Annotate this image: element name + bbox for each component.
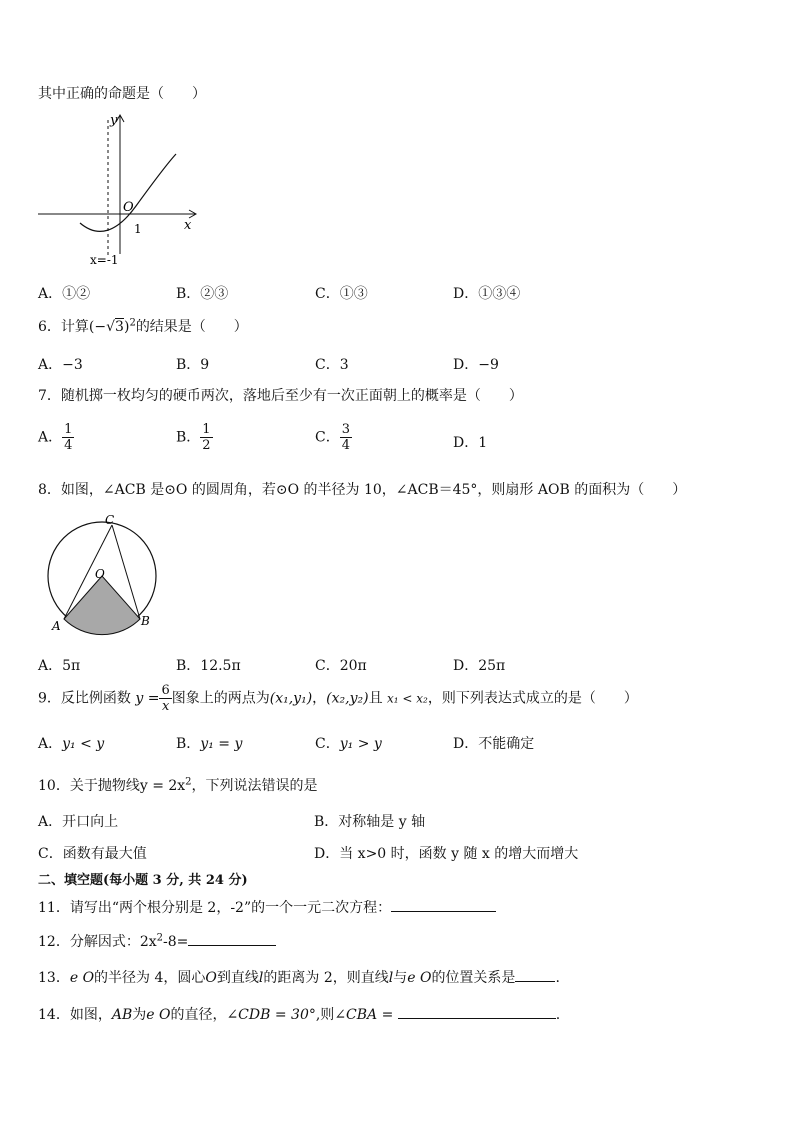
q14-stem [38, 1004, 560, 1024]
q9-condition: x₁ < x₂ [387, 691, 428, 706]
q9-comma: ， [312, 690, 327, 707]
angle-expression: ∠CBA = [334, 1007, 394, 1023]
q6-expr-open: (− [88, 319, 107, 335]
line-label: l [258, 970, 264, 986]
fraction [200, 422, 212, 453]
q7-option-a[interactable] [38, 422, 74, 453]
q5-option-a[interactable] [38, 283, 90, 303]
q13-text: 的半径为 4，圆心 [94, 970, 206, 986]
q6-option-a[interactable] [38, 354, 83, 374]
q5-parabola-graph [30, 108, 210, 268]
q11-text: 11．请写出“两个根分别是 2，-2”的一个一元二次方程： [38, 900, 392, 916]
option-text: ①③ [339, 286, 368, 302]
q5-graph-y-label: y [110, 113, 118, 128]
q10-option-d[interactable] [314, 843, 578, 863]
q5-option-b[interactable] [176, 283, 228, 303]
option-text: y₁ < y [62, 736, 105, 752]
option-letter: B． [176, 736, 201, 752]
q6-option-b[interactable] [176, 354, 209, 374]
option-text: 12.5π [200, 658, 241, 674]
q13-text: 的距离为 2，则直线 [263, 970, 389, 986]
option-letter: C． [315, 286, 340, 302]
option-letter: D． [453, 736, 479, 752]
q11-stem [38, 897, 496, 917]
q5-graph-axis-line-label: x=-1 [90, 253, 119, 267]
q7-option-b[interactable] [176, 422, 213, 453]
q14-text: ,则 [315, 1007, 335, 1023]
option-text: 开口向上 [62, 814, 119, 830]
q9-condition-pre: 且 [368, 690, 383, 707]
option-text: y₁ = y [200, 736, 243, 752]
option-letter: B． [176, 357, 201, 373]
segment-label: AB [111, 1007, 133, 1023]
option-letter: A． [38, 814, 63, 830]
option-text: 1 [478, 435, 488, 451]
q12-text-post: -8= [163, 934, 189, 950]
q12-exponent: 2 [156, 932, 163, 944]
q9-suffix: ，则下列表达式成立的是（ ） [427, 690, 638, 707]
q9-option-d[interactable] [453, 733, 534, 753]
q6-option-d[interactable] [453, 354, 499, 374]
fraction [62, 422, 74, 453]
q8-stem: 8．如图，∠ACB 是⊙O 的圆周角，若⊙O 的半径为 10，∠ACB＝45°，则扇形 AOB 的面积为（ ） [38, 482, 687, 498]
q8-circle-figure [44, 510, 164, 638]
q9-point2: (x₂,y₂) [326, 690, 369, 707]
q6-prefix: 6．计算 [38, 319, 89, 335]
q9-func-lhs: y = [135, 690, 160, 707]
q6-option-c[interactable] [315, 354, 349, 374]
option-letter: B． [176, 429, 201, 446]
answer-blank[interactable] [188, 933, 276, 946]
q8-label-b: B [141, 614, 150, 628]
q8-sector-aob [64, 576, 140, 635]
q10-option-a[interactable] [38, 811, 118, 831]
fraction-denominator: 4 [341, 438, 350, 453]
option-letter: B． [314, 814, 339, 830]
answer-blank[interactable] [515, 969, 555, 982]
q7-option-c[interactable] [315, 422, 352, 453]
q8-label-a: A [52, 619, 61, 633]
q14-text: 的直径， [170, 1007, 227, 1023]
sqrt-icon: √ [106, 319, 116, 335]
q13-text: 的位置关系是 [431, 970, 516, 986]
q8-option-c[interactable] [315, 655, 367, 675]
q6-expr-close: ) [123, 319, 130, 335]
point-label: O [205, 970, 217, 986]
option-text: y₁ > y [339, 736, 382, 752]
line-label: l [388, 970, 394, 986]
q5-option-d[interactable] [453, 283, 520, 303]
circle-symbol: e O [146, 1007, 171, 1023]
option-letter: A． [38, 357, 63, 373]
q9-middle: 图象上的两点为 [171, 690, 270, 707]
option-text: ②③ [200, 286, 229, 302]
option-letter: D． [314, 846, 340, 862]
q7-option-d[interactable] [453, 432, 487, 452]
option-text: 当 x>0 时，函数 y 随 x 的增大而增大 [339, 846, 579, 862]
fraction-denominator: x [161, 699, 170, 714]
option-text: ①③④ [478, 286, 521, 302]
option-text: 20π [339, 658, 367, 674]
circle-symbol: e O [407, 970, 432, 986]
option-letter: A． [38, 429, 63, 446]
q9-option-c[interactable] [315, 733, 382, 753]
answer-blank[interactable] [398, 1006, 556, 1019]
circle-symbol: e O [69, 970, 95, 986]
option-letter: B． [176, 658, 201, 674]
angle-expression: ∠CDB = 30° [226, 1007, 316, 1023]
option-letter: D． [453, 286, 479, 302]
option-text: −9 [478, 357, 499, 373]
option-letter: C． [315, 357, 340, 373]
q10-stem [38, 775, 318, 795]
section-heading: 二、填空题(每小题 3 分, 共 24 分) [38, 873, 248, 888]
fraction-numerator: 1 [202, 422, 211, 437]
q10-suffix: ，下列说法错误的是 [191, 778, 318, 794]
q5-option-c[interactable] [315, 283, 368, 303]
q13-text: 与 [393, 970, 408, 986]
fraction [340, 422, 352, 453]
q5-graph-one-label: 1 [134, 222, 142, 236]
option-letter: C． [315, 429, 340, 446]
option-letter: D． [453, 658, 479, 674]
q8-label-o: O [95, 567, 105, 581]
q5-stem: 其中正确的命题是（ ） [38, 86, 206, 102]
q9-prefix: 9．反比例函数 [38, 690, 131, 707]
option-letter: D． [453, 435, 479, 451]
q8-option-d[interactable] [453, 655, 505, 675]
q7-stem: 7．随机掷一枚均匀的硬币两次，落地后至少有一次正面朝上的概率是（ ） [38, 388, 523, 404]
q12-text-pre: 12．分解因式：2x [38, 934, 157, 950]
fraction-denominator: 4 [64, 438, 73, 453]
option-letter: B． [176, 286, 201, 302]
fraction-numerator: 3 [341, 422, 350, 437]
q6-exponent: 2 [129, 317, 136, 329]
q12-stem [38, 931, 276, 951]
option-text: −3 [62, 357, 83, 373]
fraction-denominator: 2 [202, 438, 211, 453]
q6-stem [38, 316, 248, 336]
option-letter: C． [315, 736, 340, 752]
option-letter: A． [38, 736, 63, 752]
option-text: 不能确定 [478, 736, 535, 752]
q5-graph-o-label: O [123, 200, 134, 215]
q10-formula: y = 2x [139, 778, 186, 794]
fraction [159, 683, 171, 714]
option-text: 9 [200, 357, 210, 373]
q9-stem [38, 683, 638, 714]
q8-option-a[interactable] [38, 655, 80, 675]
q13-text: . [555, 970, 560, 986]
option-text: 25π [478, 658, 506, 674]
q5-graph-x-label: x [184, 218, 192, 233]
option-letter: D． [453, 357, 479, 373]
q10-exponent: 2 [185, 776, 192, 788]
q6-suffix: 的结果是（ ） [135, 319, 248, 335]
fraction-numerator: 6 [161, 683, 170, 698]
option-letter: A． [38, 286, 63, 302]
q14-text: . [555, 1007, 561, 1023]
q8-option-b[interactable] [176, 655, 241, 675]
option-text: 5π [62, 658, 81, 674]
q6-radicand: 3 [115, 319, 124, 335]
q10-option-c[interactable] [38, 843, 147, 863]
q14-text: 14．如图， [38, 1007, 112, 1023]
q10-option-b[interactable] [314, 811, 425, 831]
option-letter: C． [38, 846, 63, 862]
q13-text: 13． [38, 970, 70, 986]
q10-prefix: 10．关于抛物线 [38, 778, 140, 794]
answer-blank[interactable] [391, 899, 496, 912]
option-text: ①② [62, 286, 91, 302]
q9-point1: (x₁,y₁) [269, 690, 313, 707]
q8-label-c: C [105, 513, 115, 527]
option-text: 对称轴是 y 轴 [338, 814, 426, 830]
option-text: 函数有最大值 [62, 846, 147, 862]
q14-text: 为 [132, 1007, 147, 1023]
option-letter: C． [315, 658, 340, 674]
q9-option-a[interactable] [38, 733, 104, 753]
q9-option-b[interactable] [176, 733, 242, 753]
option-text: 3 [339, 357, 349, 373]
option-letter: A． [38, 658, 63, 674]
fraction-numerator: 1 [64, 422, 73, 437]
q13-text: 到直线 [216, 970, 259, 986]
q13-stem [38, 967, 560, 987]
